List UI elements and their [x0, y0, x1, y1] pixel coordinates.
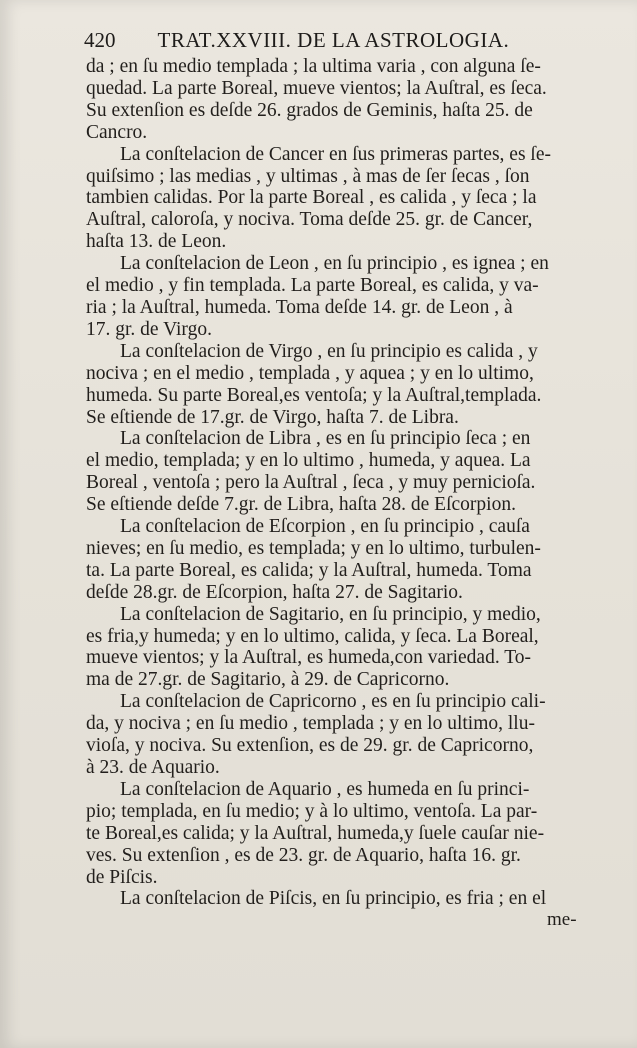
- text-line: La conſtelacion de Capricorno , es en ſu principio cali-: [120, 691, 546, 713]
- text-line: vioſa, y nociva. Su extenſion, es de 29. gr. de Capricorno,: [86, 735, 534, 757]
- text-line: La conſtelacion de Leon , en ſu principio , es ignea ; en: [120, 253, 549, 275]
- text-line: La conſtelacion de Cancer en ſus primeras partes, es ſe-: [120, 143, 551, 165]
- text-line: ma de 27.gr. de Sagitario, à 29. de Capricorno.: [86, 669, 450, 691]
- text-line: La conſtelacion de Piſcis, en ſu principio, es fria ; en el: [120, 888, 547, 910]
- text-line: es fria,y humeda; y en lo ultimo, calida, y ſeca. La Boreal,: [86, 625, 539, 647]
- text-line: da ; en ſu medio templada ; la ultima varia , con alguna ſe-: [86, 56, 541, 77]
- text-line: Auſtral, caloroſa, y nociva. Toma deſde 25. gr. de Cancer,: [86, 209, 533, 231]
- text-line: mueve vientos; y la Auſtral, es humeda,con variedad. To-: [86, 647, 532, 669]
- text-line: te Boreal,es calida; y la Auſtral, humeda,y ſuele cauſar nie-: [86, 822, 545, 844]
- text-line: ta. La parte Boreal, es calida; y la Auſtral, humeda. Toma: [86, 559, 532, 581]
- text-line: haſta 13. de Leon.: [86, 231, 227, 253]
- text-line: La conſtelacion de Libra , es en ſu principio ſeca ; en: [120, 428, 531, 450]
- text-line: quedad. La parte Boreal, mueve vientos; la Auſtral, es ſeca.: [86, 77, 547, 99]
- text-line: de Piſcis.: [86, 866, 158, 888]
- page-number: 420: [84, 28, 116, 52]
- text-line: humeda. Su parte Boreal,es ventoſa; y la Auſtral,templada.: [86, 384, 542, 406]
- text-line: La conſtelacion de Aquario , es humeda en ſu princi-: [120, 778, 530, 800]
- catchword: me-: [547, 909, 577, 930]
- text-line: tambien calidas. Por la parte Boreal , es calida , y ſeca ; la: [86, 187, 537, 209]
- text-line: Boreal , ventoſa ; pero la Auſtral , ſeca , y muy pernicioſa.: [86, 472, 536, 494]
- text-line: pio; templada, en ſu medio; y à lo ultimo, ventoſa. La par-: [86, 800, 538, 822]
- text-line: Su extenſion es deſde 26. grados de Geminis, haſta 25. de: [86, 99, 533, 121]
- body-text: [86, 56, 608, 910]
- text-line: nieves; en ſu medio, es templada; y en lo ultimo, turbulen-: [86, 537, 541, 559]
- text-line: 17. gr. de Virgo.: [86, 318, 212, 340]
- text-line: nociva ; en el medio , templada , y aquea ; y en lo ultimo,: [86, 362, 534, 384]
- text-line: Se eſtiende de 17.gr. de Virgo, haſta 7. de Libra.: [86, 406, 459, 428]
- text-line: el medio , y fin templada. La parte Boreal, es calida, y va-: [86, 275, 539, 297]
- text-line: deſde 28.gr. de Eſcorpion, haſta 27. de Sagitario.: [86, 581, 463, 603]
- text-line: Se eſtiende deſde 7.gr. de Libra, haſta 28. de Eſcorpion.: [86, 494, 516, 516]
- text-line: à 23. de Aquario.: [86, 757, 220, 778]
- text-line: ves. Su extenſion , es de 23. gr. de Aquario, haſta 16. gr.: [86, 844, 521, 866]
- text-line: el medio, templada; y en lo ultimo , humeda, y aquea. La: [86, 450, 531, 472]
- running-title: TRAT.XXVIII. DE LA ASTROLOGIA.: [157, 28, 510, 52]
- text-line: quiſsimo ; las medias , y ultimas , à mas de ſer ſecas , ſon: [86, 165, 530, 187]
- text-line: Cancro.: [86, 121, 148, 143]
- text-line: La conſtelacion de Eſcorpion , en ſu principio , cauſa: [120, 516, 530, 538]
- text-line: La conſtelacion de Sagitario, en ſu principio, y medio,: [120, 603, 541, 625]
- text-line: da, y nociva ; en ſu medio , templada ; y en lo ultimo, llu-: [86, 713, 535, 735]
- text-line: La conſtelacion de Virgo , en ſu principio es calida , y: [120, 340, 538, 362]
- text-line: ria ; la Auſtral, humeda. Toma deſde 14. gr. de Leon , à: [86, 296, 513, 318]
